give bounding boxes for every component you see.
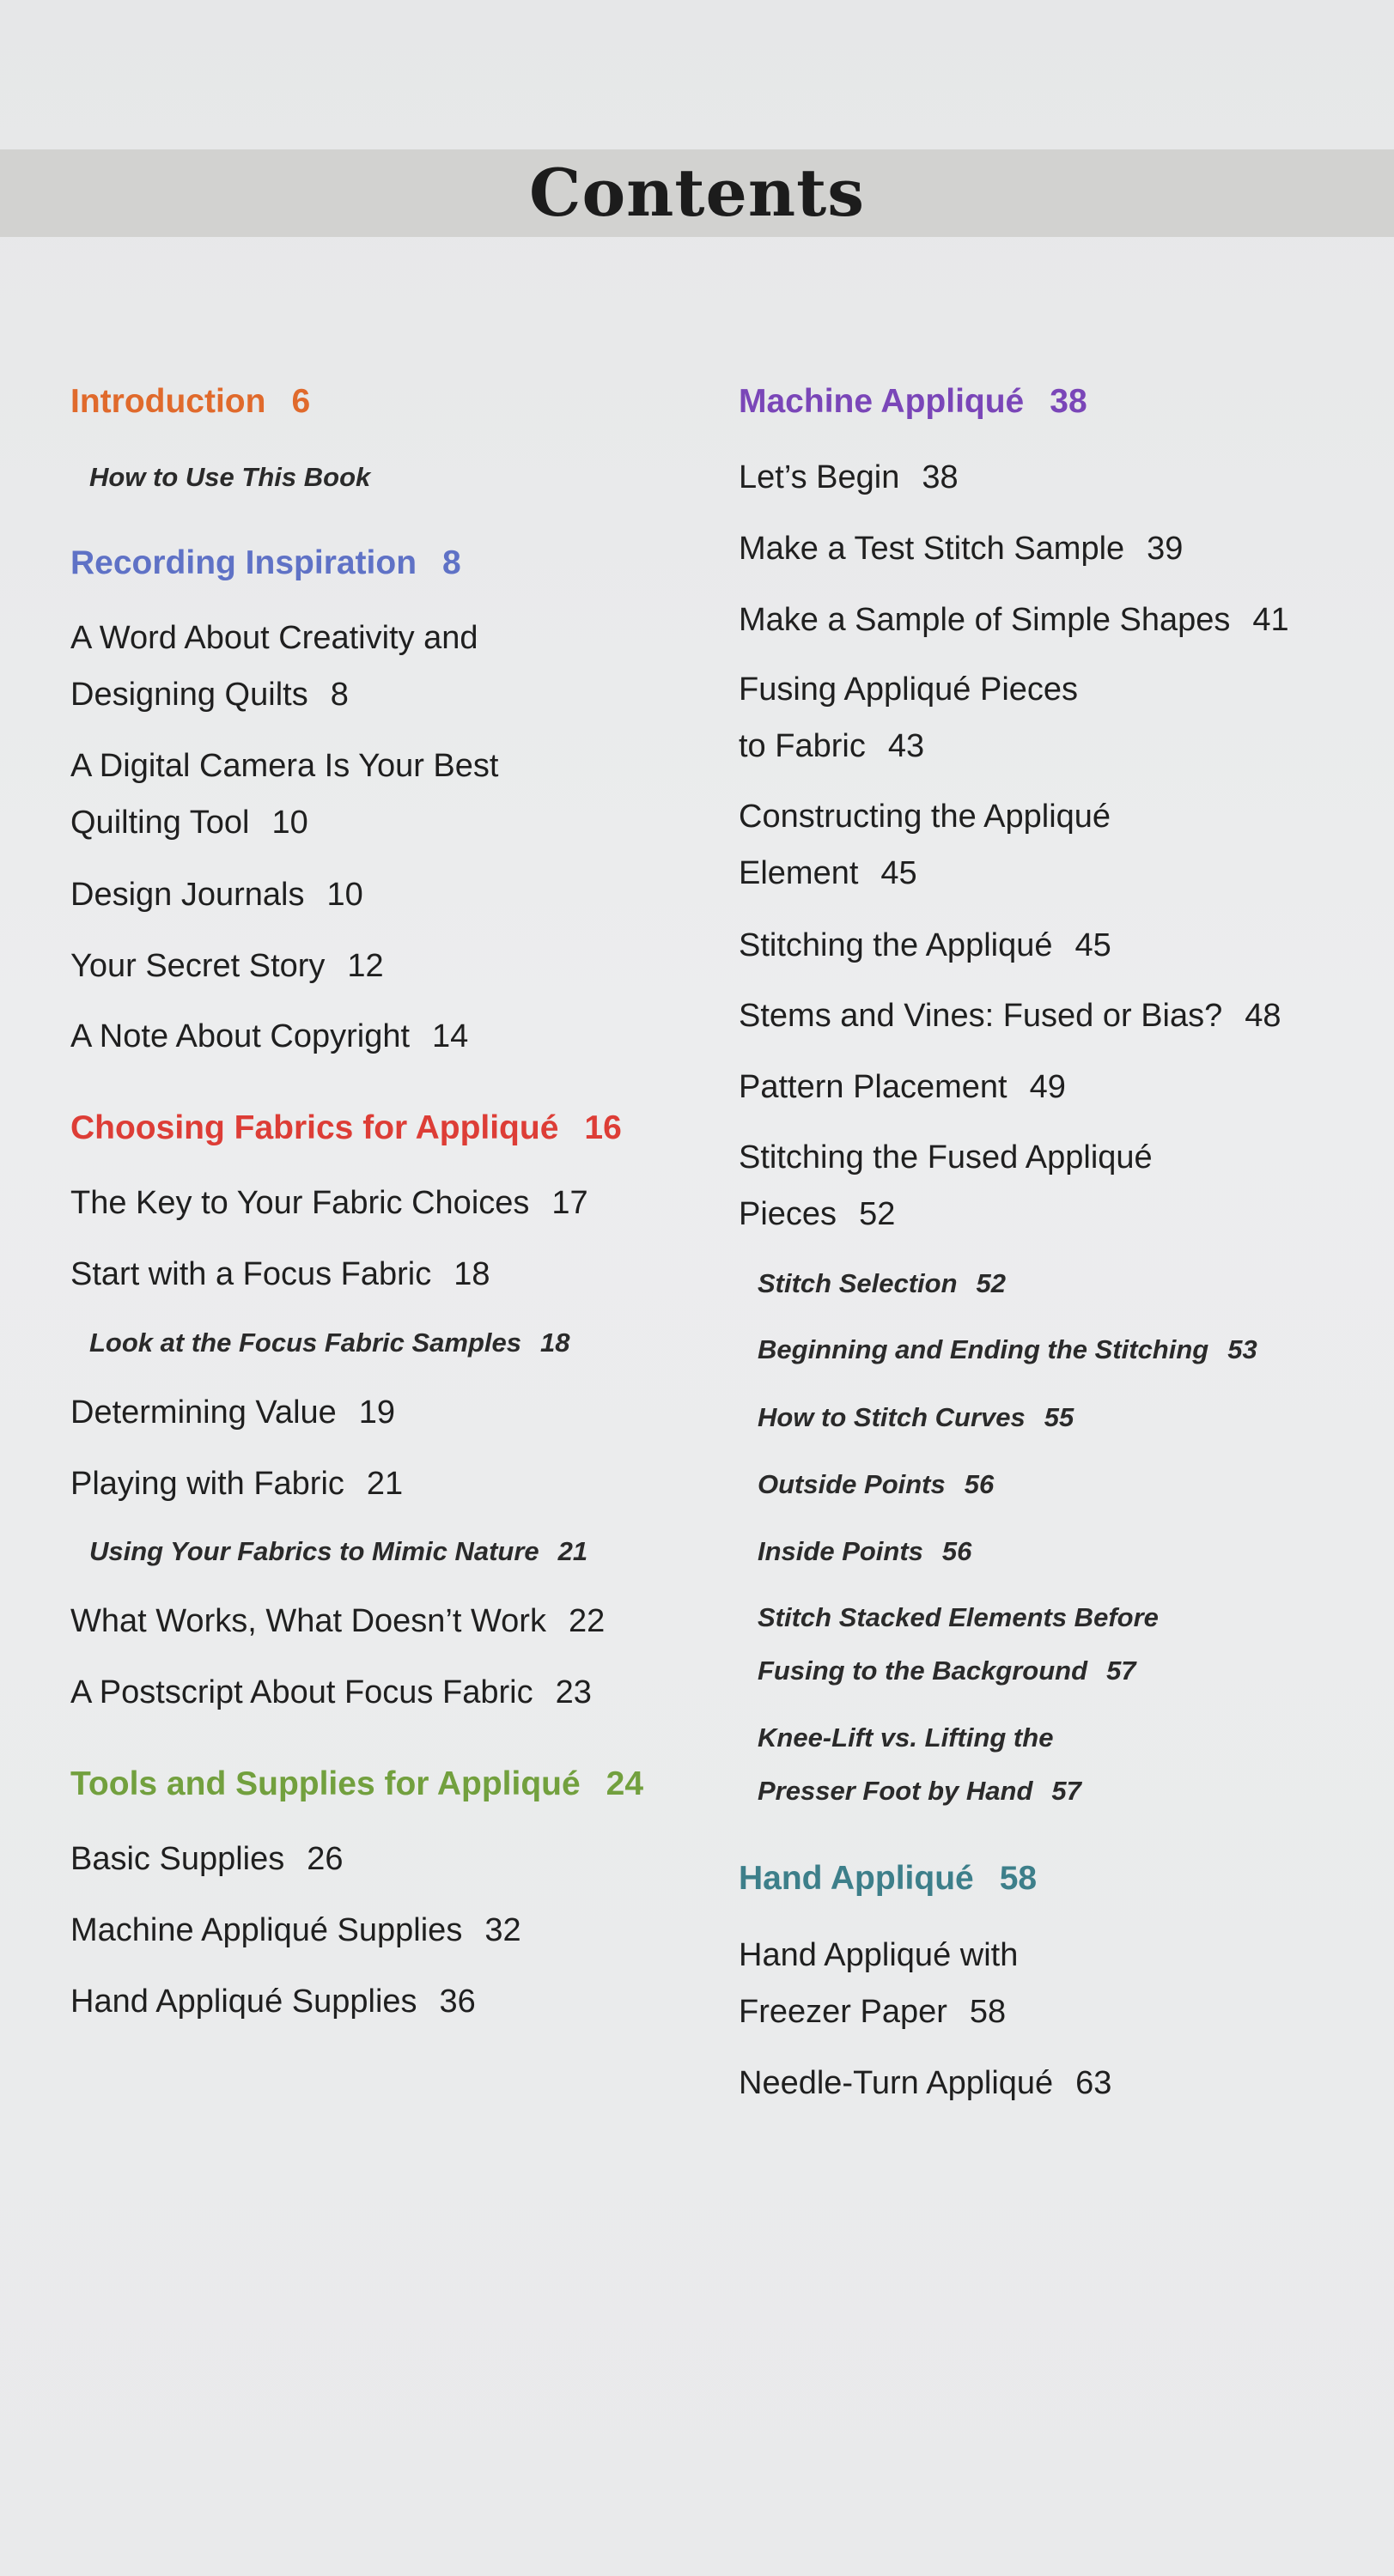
toc-item-line: Pieces	[739, 1196, 837, 1232]
toc-page-number: 36	[439, 1984, 476, 2020]
toc-item-stitching-applique[interactable]	[739, 917, 1111, 974]
toc-item-needle-turn[interactable]	[739, 2055, 1111, 2111]
toc-item-label: Make a Sample of Simple Shapes	[739, 602, 1231, 638]
toc-item-digital-camera[interactable]	[70, 738, 498, 851]
toc-item-line: Quilting Tool	[70, 805, 250, 841]
toc-page-number: 63	[1075, 2065, 1112, 2101]
page-title: Contents	[528, 155, 866, 231]
toc-page-number: 55	[1044, 1402, 1074, 1432]
toc-subitem-line: Presser Foot by Hand	[758, 1776, 1033, 1806]
toc-page-number: 38	[1050, 383, 1087, 420]
toc-subitem-beginning-ending[interactable]	[758, 1323, 1257, 1376]
toc-page-number: 17	[551, 1185, 588, 1221]
toc-page-number: 52	[976, 1268, 1007, 1298]
toc-chapter-label: Choosing Fabrics for Appliqué	[70, 1109, 559, 1146]
toc-chapter-choosing-fabrics[interactable]	[70, 1109, 622, 1147]
toc-subitem-line: Knee-Lift vs. Lifting the	[758, 1722, 1054, 1753]
toc-item-line: Constructing the Appliqué	[739, 799, 1111, 835]
toc-item-simple-shapes[interactable]	[739, 592, 1289, 648]
toc-subitem-stitch-selection[interactable]	[758, 1257, 1006, 1310]
toc-subitem-outside-points[interactable]	[758, 1458, 994, 1511]
toc-subitem-mimic-nature[interactable]	[89, 1525, 587, 1578]
toc-item-label: Needle-Turn Appliqué	[739, 2065, 1054, 2101]
toc-page-number: 39	[1147, 531, 1184, 567]
toc-page-number: 26	[307, 1841, 344, 1877]
toc-item-label: Stems and Vines: Fused or Bias?	[739, 998, 1223, 1034]
toc-subitem-label: Look at the Focus Fabric Samples	[89, 1327, 522, 1358]
toc-item-line: A Digital Camera Is Your Best	[70, 748, 499, 784]
toc-item-fusing-pieces[interactable]	[739, 661, 1078, 775]
toc-item-word-about-creativity[interactable]	[70, 610, 478, 723]
toc-subitem-label: Stitch Selection	[758, 1268, 958, 1298]
toc-page-number: 38	[922, 459, 959, 495]
toc-item-test-stitch[interactable]	[739, 520, 1183, 577]
toc-item-label: Basic Supplies	[70, 1841, 285, 1877]
toc-item-label: Playing with Fabric	[70, 1466, 344, 1502]
toc-page-number: 45	[880, 855, 917, 891]
toc-item-note-copyright[interactable]	[70, 1008, 468, 1065]
toc-item-machine-supplies[interactable]	[70, 1902, 521, 1959]
toc-item-label: Make a Test Stitch Sample	[739, 531, 1125, 567]
toc-subitem-stacked-elements[interactable]	[758, 1591, 1159, 1698]
toc-page-number: 18	[540, 1327, 570, 1358]
toc-item-hand-supplies[interactable]	[70, 1973, 476, 2030]
toc-page-number: 56	[964, 1469, 995, 1499]
toc-item-constructing[interactable]	[739, 788, 1111, 902]
toc-chapter-label: Machine Appliqué	[739, 383, 1025, 420]
toc-page-number: 41	[1252, 602, 1289, 638]
toc-page-number: 12	[347, 948, 384, 984]
toc-page-number: 21	[366, 1466, 404, 1502]
toc-item-line: Stitching the Fused Appliqué	[739, 1139, 1153, 1176]
toc-subitem-label: Beginning and Ending the Stitching	[758, 1334, 1209, 1364]
toc-subitem-label: Outside Points	[758, 1469, 946, 1499]
toc-page-number: 52	[859, 1196, 896, 1232]
toc-page-number: 56	[941, 1536, 972, 1566]
toc-page-number: 19	[358, 1394, 396, 1431]
toc-item-pattern-placement[interactable]	[739, 1059, 1066, 1115]
toc-item-label: What Works, What Doesn’t Work	[70, 1603, 546, 1639]
toc-page-number: 58	[969, 1994, 1007, 2030]
toc-subitem-focus-fabric-samples[interactable]	[89, 1316, 570, 1370]
toc-chapter-label: Tools and Supplies for Appliqué	[70, 1765, 581, 1802]
toc-item-key-fabric-choices[interactable]	[70, 1175, 588, 1231]
toc-page-number: 32	[484, 1912, 521, 1948]
toc-item-focus-fabric[interactable]	[70, 1246, 490, 1303]
toc-item-label: The Key to Your Fabric Choices	[70, 1185, 530, 1221]
toc-page-number: 10	[326, 877, 363, 913]
toc-subitem-label: How to Stitch Curves	[758, 1402, 1026, 1432]
toc-item-stems-vines[interactable]	[739, 987, 1281, 1044]
toc-item-line: Designing Quilts	[70, 677, 308, 713]
toc-item-secret-story[interactable]	[70, 938, 384, 994]
toc-page-number: 8	[330, 677, 349, 713]
toc-page-number: 18	[454, 1256, 490, 1292]
toc-item-line: Hand Appliqué with	[739, 1937, 1019, 1973]
toc-chapter-label: Hand Appliqué	[739, 1860, 974, 1897]
toc-chapter-introduction[interactable]	[70, 383, 310, 421]
toc-item-design-journals[interactable]	[70, 866, 363, 923]
toc-item-line: Freezer Paper	[739, 1994, 947, 2030]
toc-page-number: 48	[1245, 998, 1281, 1034]
toc-subitem-line: Stitch Stacked Elements Before	[758, 1602, 1159, 1632]
toc-item-line: A Word About Creativity and	[70, 620, 478, 656]
toc-subitem-line: Fusing to the Background	[758, 1656, 1088, 1686]
toc-page-number: 49	[1029, 1069, 1066, 1105]
toc-subitem-stitch-curves[interactable]	[758, 1391, 1074, 1444]
toc-subitem-knee-lift[interactable]	[758, 1711, 1081, 1818]
toc-page-number: 23	[555, 1674, 592, 1710]
toc-chapter-recording-inspiration[interactable]	[70, 544, 461, 582]
toc-item-label: Hand Appliqué Supplies	[70, 1984, 417, 2020]
toc-page-number: 24	[606, 1765, 644, 1802]
toc-page-number: 58	[999, 1860, 1038, 1897]
toc-page-number: 10	[271, 805, 308, 841]
toc-item-basic-supplies[interactable]	[70, 1831, 344, 1887]
toc-item-label: Your Secret Story	[70, 948, 326, 984]
toc-subitem-label: How to Use This Book	[89, 462, 371, 492]
toc-item-determining-value[interactable]	[70, 1384, 395, 1441]
toc-item-label: Determining Value	[70, 1394, 337, 1431]
toc-subitem-label: Inside Points	[758, 1536, 923, 1566]
toc-page-number: 14	[432, 1018, 469, 1054]
toc-page-number: 16	[584, 1109, 622, 1146]
toc-page-number: 8	[442, 544, 461, 581]
toc-item-label: Design Journals	[70, 877, 305, 913]
toc-chapter-label: Introduction	[70, 383, 266, 420]
toc-subitem-inside-points[interactable]	[758, 1525, 971, 1578]
toc-item-line: to Fabric	[739, 728, 866, 764]
toc-page-number: 21	[557, 1536, 588, 1566]
toc-subitem-how-to-use[interactable]	[89, 451, 370, 504]
toc-chapter-label: Recording Inspiration	[70, 544, 417, 581]
toc-page-number: 22	[568, 1603, 606, 1639]
toc-chapter-machine-applique[interactable]	[739, 383, 1087, 421]
toc-item-line: Element	[739, 855, 859, 891]
toc-item-stitching-fused[interactable]	[739, 1129, 1153, 1242]
toc-page-number: 45	[1074, 927, 1111, 963]
toc-subitem-label: Using Your Fabrics to Mimic Nature	[89, 1536, 539, 1566]
toc-item-label: Stitching the Appliqué	[739, 927, 1053, 963]
toc-item-label: Machine Appliqué Supplies	[70, 1912, 463, 1948]
toc-page-number: 6	[291, 383, 311, 420]
toc-page-number: 43	[887, 728, 925, 764]
toc-item-freezer-paper[interactable]	[739, 1927, 1018, 2040]
toc-item-line: Fusing Appliqué Pieces	[739, 671, 1079, 708]
toc-item-what-works[interactable]	[70, 1593, 605, 1649]
toc-chapter-hand-applique[interactable]	[739, 1860, 1037, 1898]
toc-item-label: Start with a Focus Fabric	[70, 1256, 432, 1292]
toc-chapter-tools-supplies[interactable]	[70, 1765, 643, 1803]
toc-item-label: A Postscript About Focus Fabric	[70, 1674, 533, 1710]
toc-item-postscript[interactable]	[70, 1664, 592, 1721]
toc-item-label: A Note About Copyright	[70, 1018, 411, 1054]
toc-page-number: 57	[1051, 1776, 1081, 1806]
toc-page-number: 53	[1227, 1334, 1257, 1364]
toc-item-lets-begin[interactable]	[739, 449, 959, 506]
toc-item-label: Pattern Placement	[739, 1069, 1007, 1105]
toc-page-number: 57	[1106, 1656, 1136, 1686]
toc-item-playing-fabric[interactable]	[70, 1455, 403, 1512]
toc-item-label: Let’s Begin	[739, 459, 900, 495]
